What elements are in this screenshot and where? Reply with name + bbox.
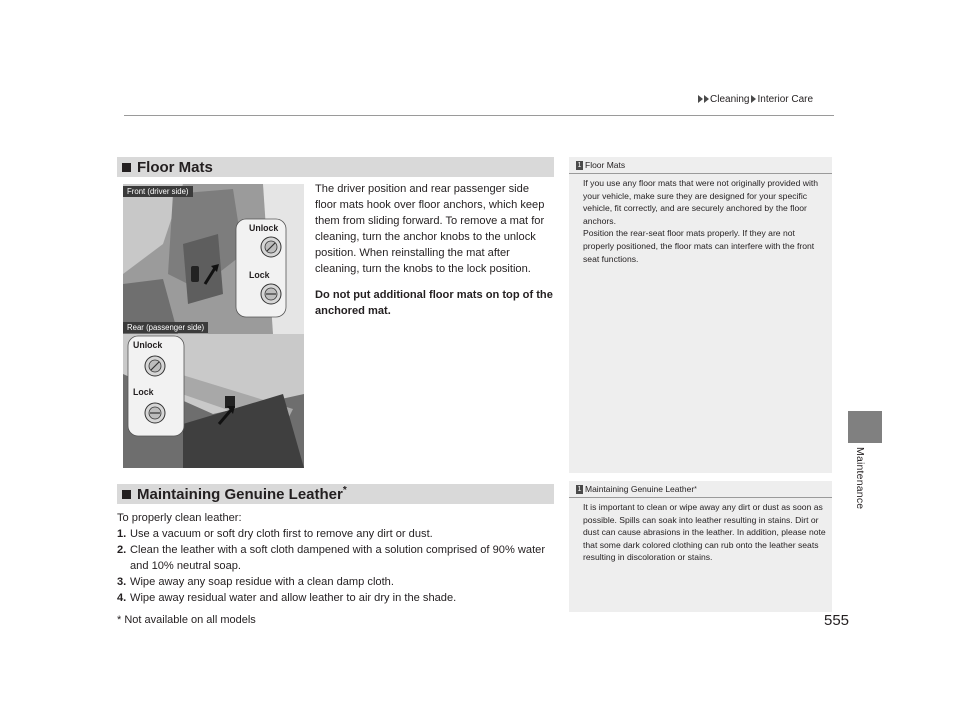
front-unlock-label: Unlock: [249, 223, 279, 233]
floor-mat-anchor-photo: [123, 184, 304, 468]
step-item: [117, 542, 553, 574]
step-item: [117, 574, 553, 590]
rear-passenger-side-tag: Rear (passenger side): [123, 322, 208, 333]
not-available-mark: *: [342, 485, 347, 496]
section-title: [137, 485, 347, 503]
rear-lock-label: Lock: [133, 387, 154, 397]
side-note-floor-mats: [569, 157, 832, 473]
breadcrumb-arrow-icon: [751, 95, 756, 103]
note-paragraph: Position the rear-seat floor mats properly. If they are not properly positioned, the floor mats can interfere with the front seat functions.: [583, 228, 815, 264]
lock-knob-icon: [144, 402, 166, 424]
step-item: [117, 526, 553, 542]
side-note-leather: [569, 481, 832, 612]
section-heading-leather: [117, 484, 554, 504]
step-item: [117, 590, 553, 606]
page-number: 555: [824, 612, 850, 629]
section-title: Floor Mats: [137, 158, 213, 176]
step-text: Use a vacuum or soft dry cloth first to remove any dirt or dust.: [130, 528, 433, 540]
note-title: Floor Mats: [585, 160, 626, 170]
note-title: Maintaining Genuine Leather: [585, 484, 695, 494]
floor-mats-text: [315, 181, 553, 319]
chapter-tab-marker: [848, 411, 882, 443]
step-number: 1.: [117, 528, 127, 540]
unlock-knob-icon: [260, 236, 282, 258]
breadcrumb-item[interactable]: Interior Care: [757, 94, 814, 105]
footnote: * Not available on all models: [117, 614, 256, 626]
chapter-tab-label[interactable]: Maintenance: [854, 447, 866, 510]
front-lock-label: Lock: [249, 270, 270, 280]
header-divider: [124, 115, 834, 116]
note-header: [569, 157, 832, 173]
floor-mats-paragraph: The driver position and rear passenger side floor mats hook over floor anchors, which keep them from sliding forward. To remove a mat for cleaning, turn the anchor knobs to the unlock position. When reinstalling the mat after cleaning, turn the knobs to the lock position.: [315, 183, 545, 276]
note-paragraph: It is important to clean or wipe away any dirt or dust as soon as possible. Spills can soak into leather resulting in stains. Dirt or dust can cause abrasions in the leather. In addition, please note that some dark colored clothing can rub onto the leather seats resulting in discoloration or stains.: [583, 502, 826, 563]
rear-unlock-label: Unlock: [133, 340, 163, 350]
breadcrumb-item[interactable]: Cleaning: [710, 94, 750, 105]
breadcrumb-arrow-icon: [704, 95, 709, 103]
step-text: Clean the leather with a soft cloth dampened with a solution comprised of 90% water and 10% neutral soap.: [130, 544, 546, 572]
breadcrumb: [698, 94, 813, 105]
section-heading-floor-mats: [117, 157, 554, 177]
step-number: 3.: [117, 576, 127, 588]
lock-knob-icon: [260, 283, 282, 305]
step-text: Wipe away residual water and allow leather to air dry in the shade.: [130, 592, 457, 604]
note-body: [569, 498, 832, 564]
step-number: 2.: [117, 544, 127, 556]
leather-cleaning-steps: [117, 510, 553, 606]
heading-square-icon: [122, 490, 131, 499]
note-marker-icon: 1: [577, 161, 582, 169]
breadcrumb-arrow-icon: [698, 95, 703, 103]
note-header: [569, 481, 832, 497]
not-available-mark: *: [694, 485, 697, 493]
note-paragraph: If you use any floor mats that were not originally provided with your vehicle, make sure they are designed for your specific vehicle, fit correctly, and are securely anchored by the floor anchors.: [583, 178, 819, 226]
steps-intro: To properly clean leather:: [117, 512, 242, 524]
heading-square-icon: [122, 163, 131, 172]
step-number: 4.: [117, 592, 127, 604]
note-marker-icon: 1: [577, 485, 582, 493]
section-title-text: Maintaining Genuine Leather: [137, 486, 343, 503]
unlock-knob-icon: [144, 355, 166, 377]
front-driver-side-tag: Front (driver side): [123, 186, 193, 197]
step-text: Wipe away any soap residue with a clean damp cloth.: [130, 576, 394, 588]
floor-mats-warning: Do not put additional floor mats on top of the anchored mat.: [315, 288, 553, 317]
note-body: [569, 174, 832, 265]
